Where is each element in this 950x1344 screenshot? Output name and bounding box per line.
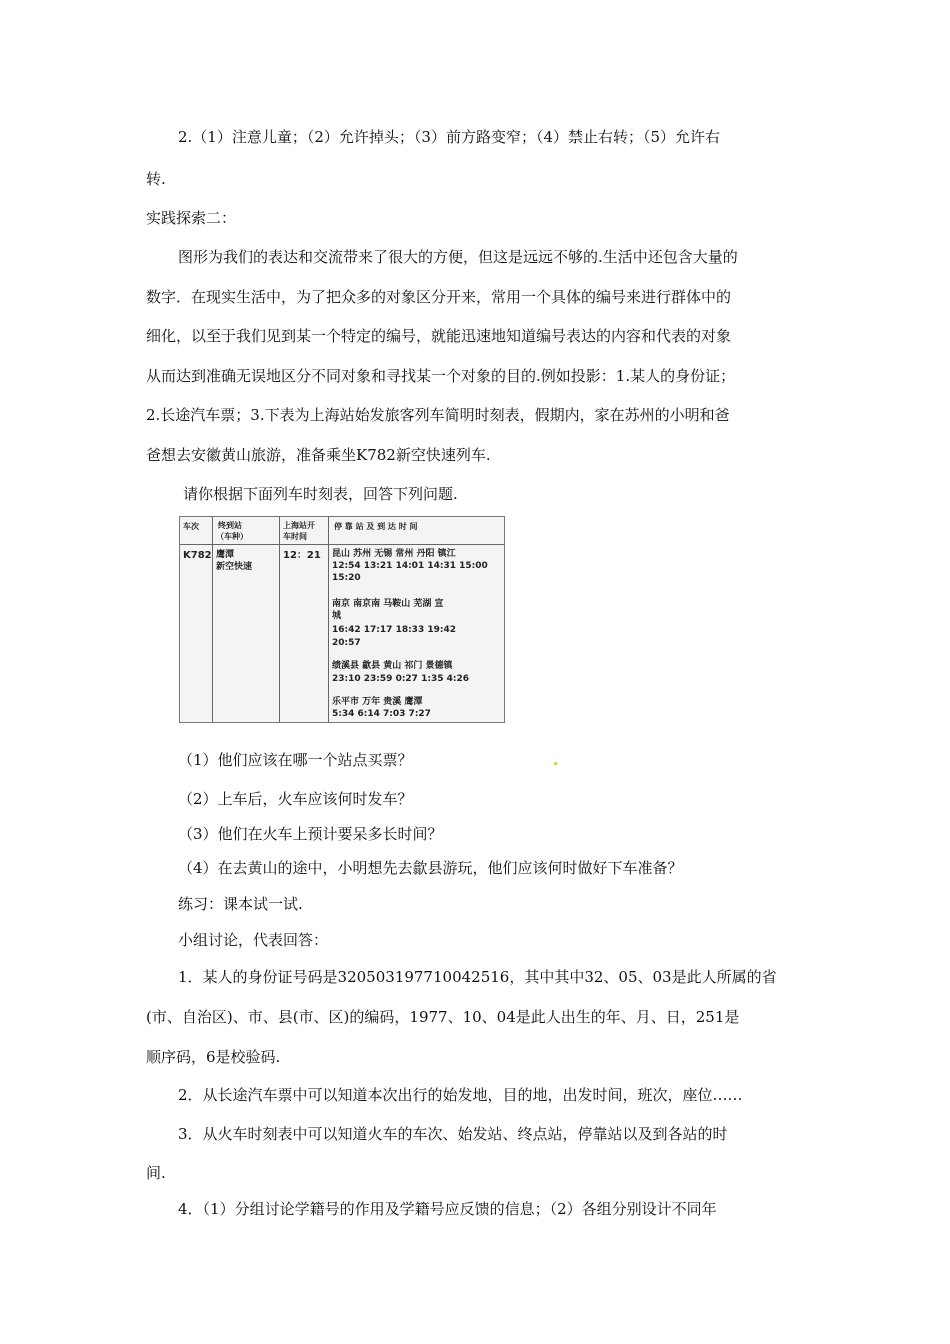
paragraph-line-6: 爸想去安徽黄山旅游，准备乘坐K782新空快速列车. — [146, 446, 491, 464]
question-1: （1）他们应该在哪一个站点买票？ — [178, 751, 413, 769]
paragraph-line-2: 数字．在现实生活中，为了把众多的对象区分开来，常用一个具体的编号来进行群体中的 — [146, 288, 732, 306]
train-type: 新空快速 — [216, 562, 253, 572]
answer-2-line-2: 转. — [146, 170, 166, 188]
speck-mark — [554, 762, 557, 765]
header-train: 车次 — [183, 522, 199, 531]
paragraph-line-3: 细化，以至于我们见到某一个特定的编号，就能迅速地知道编号表达的内容和代表的对象 — [146, 327, 732, 345]
stops-line: 23:10 23:59 0:27 1:35 4:26 — [332, 674, 469, 684]
terminal-station: 鹰潭 — [216, 550, 235, 560]
answer-1-line-2: (市、自治区)、市、县(市、区)的编码，1977、10、04是此人出生的年、月、日，251是 — [146, 1008, 740, 1026]
stops-line: 15:20 — [332, 573, 361, 583]
header-terminal: 终到站 — [218, 521, 242, 530]
answer-1-line-3: 顺序码，6是校验码. — [146, 1048, 281, 1066]
stops-line: 城 — [332, 611, 342, 621]
answer-3-line-2: 间. — [146, 1164, 166, 1182]
question-4: （4）在去黄山的途中，小明想先去歙县游玩，他们应该何时做好下车准备？ — [178, 859, 683, 877]
stops-line: 乐平市 万年 贵溪 鹰潭 — [332, 697, 423, 707]
section-heading: 实践探索二： — [146, 209, 237, 227]
stops-line: 20:57 — [332, 638, 361, 648]
train-timetable — [179, 516, 505, 723]
stops-line: 昆山 苏州 无锡 常州 丹阳 镇江 — [332, 549, 456, 559]
paragraph-line-5: 2.长途汽车票；3.下表为上海站始发旅客列车简明时刻表，假期内，家在苏州的小明和爸 — [146, 406, 730, 424]
answer-4-line-1: 4．（1）分组讨论学籍号的作用及学籍号应反馈的信息；（2）各组分别设计不同年 — [178, 1200, 717, 1218]
stops-line: 16:42 17:17 18:33 19:42 — [332, 625, 456, 635]
stops-line: 南京 南京南 马鞍山 芜湖 宣 — [332, 599, 444, 609]
table-instruction: 请你根据下面列车时刻表，回答下列问题. — [183, 485, 458, 503]
header-depart-sub: 车时间 — [283, 532, 307, 541]
paragraph-line-1: 图形为我们的表达和交流带来了很大的方便，但这是远远不够的.生活中还包含大量的 — [178, 248, 738, 266]
header-stops: 停 靠 站 及 到 达 时 间 — [334, 522, 418, 531]
answer-3-line-1: 3．从火车时刻表中可以知道火车的车次、始发站、终点站，停靠站以及到各站的时 — [178, 1125, 728, 1143]
discussion-line: 小组讨论，代表回答： — [178, 931, 329, 949]
train-number: K782 — [183, 550, 212, 561]
paragraph-line-4: 从而达到准确无误地区分不同对象和寻找某一个对象的目的.例如投影：1.某人的身份证； — [146, 367, 736, 385]
header-depart: 上海站开 — [283, 521, 315, 530]
question-2: （2）上车后，火车应该何时发车？ — [178, 790, 413, 808]
answer-2-line-1: 2.（1）注意儿童；（2）允许掉头；（3）前方路变窄；（4）禁止右转；（5）允许右 — [178, 128, 721, 146]
answer-2: 2．从长途汽车票中可以知道本次出行的始发地，目的地，出发时间，班次，座位…… — [178, 1086, 743, 1104]
depart-time: 12：21 — [283, 550, 321, 561]
exercise-line: 练习：课本试一试. — [178, 895, 303, 913]
stops-line: 5:34 6:14 7:03 7:27 — [332, 709, 431, 719]
question-3: （3）他们在火车上预计要呆多长时间？ — [178, 825, 443, 843]
header-terminal-sub: （车种） — [216, 532, 248, 541]
stops-line: 12:54 13:21 14:01 14:31 15:00 — [332, 561, 488, 571]
answer-1-line-1: 1．某人的身份证号码是320503197710042516，其中其中32、05、03是此人所属的省 — [178, 968, 777, 986]
stops-line: 绩溪县 歙县 黄山 祁门 景德镇 — [332, 661, 453, 671]
